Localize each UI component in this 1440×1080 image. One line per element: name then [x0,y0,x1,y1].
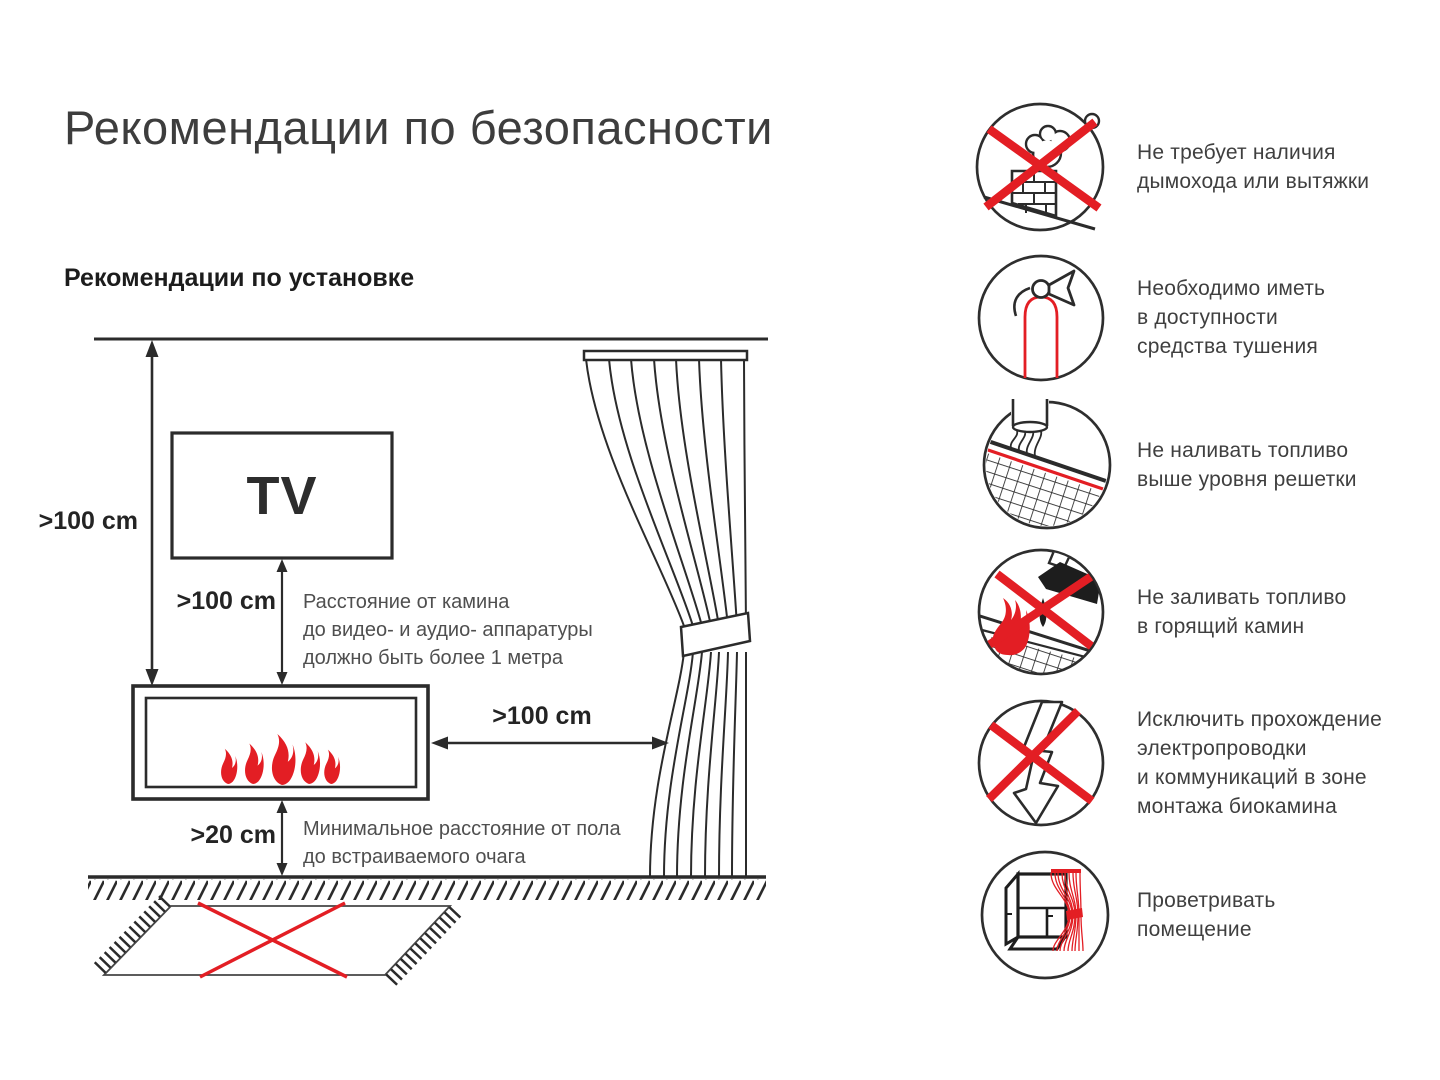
tv-label: TV [246,465,318,526]
safety-line: Не заливать топливо [1137,586,1347,609]
safety-item-no-refill-text [1137,583,1346,641]
ventilate-icon [982,852,1108,978]
safety-line: Проветривать [1137,889,1276,912]
tv-distance-note [303,588,593,672]
floor-line [88,877,766,900]
note-line: до видео- и аудио- аппаратуры [303,619,593,641]
safety-line: помещение [1137,918,1252,941]
safety-line: и коммуникаций в зоне [1137,766,1367,789]
carpet [98,900,456,980]
safety-item-no-wiring-text [1137,705,1382,821]
curtain [584,351,750,877]
floor-distance-arrow [277,800,288,876]
safety-item-fuel-level-text [1137,436,1357,494]
no-refill-burning-icon [979,546,1103,690]
fireplace [133,686,428,799]
fire-extinguisher-icon [979,256,1103,380]
ceiling-distance-arrow [146,340,159,686]
curtain-rod [584,351,747,360]
safety-item-ventilate-text [1137,886,1275,944]
note-line: до встраиваемого очага [303,846,526,868]
safety-line: выше уровня решетки [1137,468,1357,491]
no-chimney-icon [977,104,1103,230]
fuel-level-icon [975,394,1112,540]
safety-line: Необходимо иметь [1137,277,1326,300]
safety-line: Не требует наличия [1137,141,1336,164]
safety-line: Не наливать топливо [1137,439,1349,462]
curtain-distance-label: >100 cm [492,702,592,730]
floor-distance-label: >20 cm [190,821,276,849]
safety-item-extinguisher-text [1137,274,1325,361]
tv-distance-arrow [277,559,288,685]
safety-item-no-chimney-text [1137,138,1369,196]
safety-line: дымохода или вытяжки [1137,170,1370,193]
page-title: Рекомендации по безопасности [64,101,773,154]
section-subtitle: Рекомендации по установке [64,264,415,292]
safety-line: средства тушения [1137,335,1318,358]
safety-line: Исключить прохождение [1137,708,1383,731]
note-line: должно быть более 1 метра [303,647,563,669]
floor-distance-note [303,815,621,871]
note-line: Минимальное расстояние от пола [303,818,621,840]
safety-line: монтажа биокамина [1137,795,1337,818]
safety-line: в горящий камин [1137,615,1305,638]
safety-line: электропроводки [1137,737,1307,760]
ceiling-distance-label: >100 cm [38,507,138,535]
note-line: Расстояние от камина [303,591,510,613]
tv-distance-label: >100 cm [176,587,276,615]
no-wiring-icon [979,701,1103,825]
safety-line: в доступности [1137,306,1278,329]
curtain-distance-arrow [431,737,669,750]
